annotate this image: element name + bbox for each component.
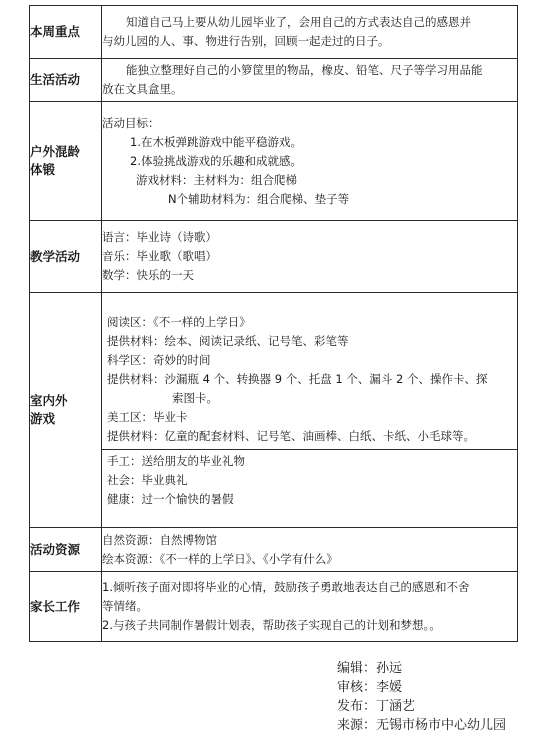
- label-indoor-outdoor-games: [30, 293, 102, 528]
- teaching-line-1: 语言：毕业诗（诗歌）: [102, 230, 217, 244]
- label-activity-resources: 活动资源: [30, 528, 102, 572]
- credit-editor: 编辑：孙远: [337, 661, 403, 676]
- content-weekly-focus: [102, 6, 518, 59]
- teaching-line-3: 数学：快乐的一天: [102, 268, 194, 282]
- article-credits: [337, 659, 506, 735]
- credit-reviewer: 审核：李媛: [337, 680, 403, 695]
- indoor-line-5: 索图卡。: [172, 390, 218, 405]
- indoor-theme-1: 手工：送给朋友的毕业礼物: [107, 453, 245, 468]
- family-line-1: 1.倾听孩子面对即将毕业的心情，鼓励孩子勇敢地表达自己的感恩和不舍: [102, 580, 470, 594]
- indoor-line-1: 阅读区：《不一样的上学日》: [107, 314, 251, 329]
- row-teaching-activity: [30, 221, 518, 293]
- row-parent-work: [30, 572, 518, 642]
- indoor-line-6: 美工区：毕业卡: [107, 409, 188, 424]
- life-line-2: 放在文具盒里。: [102, 82, 183, 96]
- content-outdoor-exercise: [102, 102, 518, 221]
- resources-line-1: 自然资源：自然博物馆: [102, 532, 217, 547]
- indoor-theme-3: 健康：过一个愉快的暑假: [107, 491, 234, 506]
- focus-line-2: 与幼儿园的人、事、物进行告别，回顾一起走过的日子。: [102, 34, 390, 48]
- label-parent-work: 家长工作: [30, 572, 102, 642]
- weekly-plan-table: [29, 5, 518, 642]
- label-outdoor-exercise: [30, 102, 102, 221]
- indoor-themes-block: [102, 449, 517, 511]
- credit-publisher: 发布：丁涵艺: [337, 699, 416, 714]
- indoor-line-3: 科学区：奇妙的时间: [107, 352, 211, 367]
- content-teaching-activity: [102, 221, 518, 293]
- focus-line-1: 知道自己马上要从幼儿园毕业了，会用自己的方式表达自己的感恩并: [126, 15, 471, 29]
- outdoor-goal-title: 活动目标：: [102, 115, 160, 130]
- family-line-3: 2.与孩子共同制作暑假计划表，帮助孩子实现自己的计划和梦想。。: [102, 618, 441, 632]
- outdoor-label-line-2: 体锻: [30, 162, 56, 177]
- indoor-line-7: 提供材料：亿童的配套材料、记号笔、油画棒、白纸、卡纸、小毛球等。: [107, 428, 475, 443]
- indoor-theme-2: 社会：毕业典礼: [107, 472, 188, 487]
- content-indoor-outdoor-games: [102, 293, 518, 528]
- life-line-1: 能独立整理好自己的小箩筐里的物品，橡皮、铅笔、尺子等学习用品能: [126, 63, 483, 77]
- teaching-line-2: 音乐：毕业歌（歌唱）: [102, 249, 217, 263]
- credit-source: 来源：无锡市杨市中心幼儿园: [337, 718, 507, 733]
- outdoor-material-main: 游戏材料：主材料为：组合爬梯: [136, 172, 297, 187]
- outdoor-material-aux: N个辅助材料为：组合爬梯、垫子等: [168, 191, 350, 206]
- row-outdoor-exercise: [30, 102, 518, 221]
- outdoor-label-line-1: 户外混龄: [30, 144, 81, 159]
- family-line-2: 等情绪。: [102, 599, 148, 613]
- label-life-activity: 生活活动: [30, 59, 102, 102]
- indoor-label-line-2: 游戏: [30, 411, 56, 426]
- content-parent-work: [102, 572, 518, 642]
- resources-line-2: 绘本资源：《不一样的上学日》、《小学有什么》: [102, 551, 338, 566]
- indoor-line-4: 提供材料：沙漏瓶 4 个、转换器 9 个、托盘 1 个、漏斗 2 个、操作卡、探: [107, 371, 488, 386]
- row-activity-resources: [30, 528, 518, 572]
- label-weekly-focus: 本周重点: [30, 6, 102, 59]
- row-life-activity: [30, 59, 518, 102]
- indoor-label-line-1: 室内外: [30, 393, 68, 408]
- label-teaching-activity: 教学活动: [30, 221, 102, 293]
- content-activity-resources: [102, 528, 518, 572]
- row-weekly-focus: [30, 6, 518, 59]
- outdoor-goal-1: 1.在木板弹跳游戏中能平稳游戏。: [130, 134, 302, 149]
- outdoor-goal-2: 2.体验挑战游戏的乐趣和成就感。: [130, 153, 302, 168]
- content-life-activity: [102, 59, 518, 102]
- indoor-line-2: 提供材料：绘本、阅读记录纸、记号笔、彩笔等: [107, 333, 349, 348]
- indoor-areas-block: [102, 310, 517, 449]
- row-indoor-outdoor-games: [30, 293, 518, 528]
